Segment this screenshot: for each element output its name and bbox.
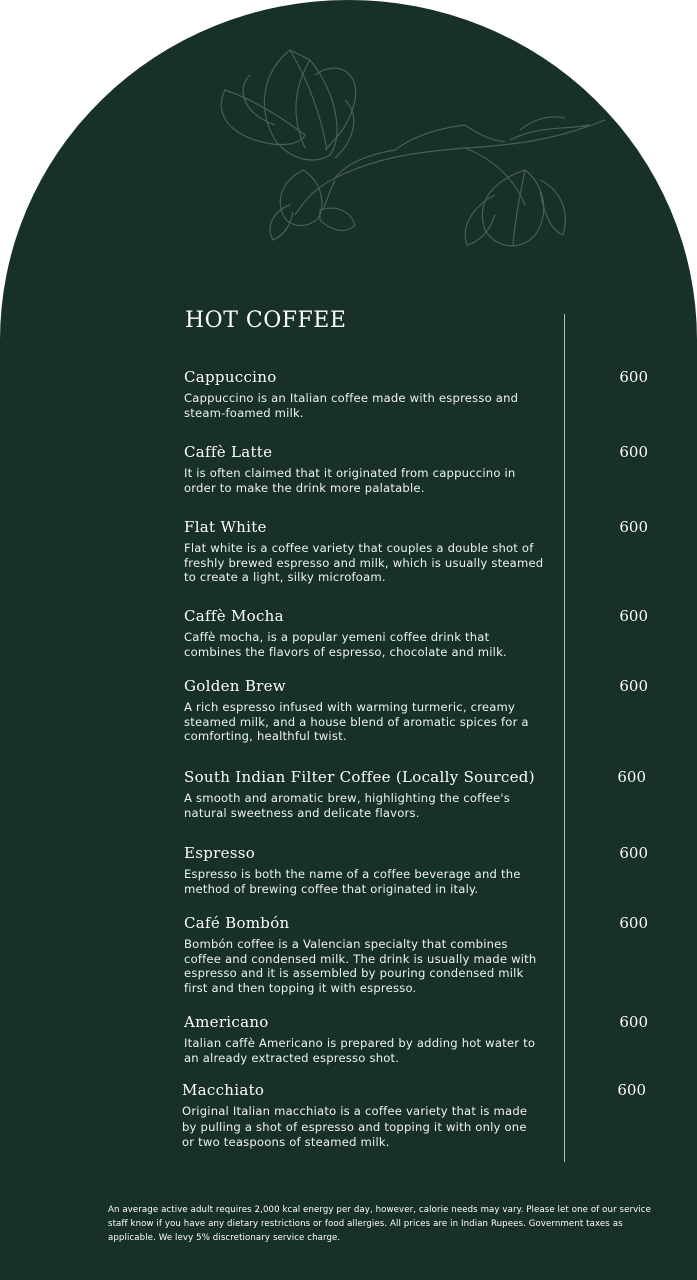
menu-item — [184, 914, 654, 995]
menu-item — [182, 1081, 652, 1151]
item-name: Macchiato — [182, 1081, 265, 1099]
menu-item — [184, 607, 654, 659]
item-description: Cappuccino is an Italian coffee made with espresso and steam-foamed milk. — [184, 391, 519, 420]
item-description: Italian caffè Americano is prepared by adding hot water to an already extracted espresso shot. — [184, 1036, 536, 1065]
menu-item — [184, 844, 654, 896]
item-description: Caffè mocha, is a popular yemeni coffee drink that combines the flavors of espresso, chocolate and milk. — [184, 630, 507, 659]
item-name: South Indian Filter Coffee (Locally Sourced) — [184, 768, 535, 786]
item-price: 600 — [619, 607, 648, 625]
footer-note: An average active adult requires 2,000 kcal energy per day, however, calorie needs may vary. Please let one of our service staff know if you have any dietary restrictions or food allergies. All prices are in Indian Rupees. Government taxes as applicable. We levy 5% discretionary service charge. — [108, 1205, 652, 1243]
item-name: Americano — [184, 1013, 269, 1031]
item-name: Espresso — [184, 844, 256, 862]
item-price: 600 — [619, 518, 648, 536]
item-price: 600 — [619, 914, 648, 932]
item-price: 600 — [619, 368, 648, 386]
item-name: Flat White — [184, 518, 267, 536]
menu-item — [184, 1013, 654, 1065]
item-price: 600 — [619, 443, 648, 461]
item-description: Bombón coffee is a Valencian specialty that combines coffee and condensed milk. The drink is usually made with espresso and it is assembled by pouring condensed milk first and then topping it with espresso. — [184, 937, 537, 995]
item-name: Caffè Mocha — [184, 607, 284, 625]
item-description: Espresso is both the name of a coffee beverage and the method of brewing coffee that originated in italy. — [184, 867, 521, 896]
menu-item — [184, 518, 654, 585]
item-price: 600 — [619, 844, 648, 862]
magnolia-branch-icon — [195, 30, 615, 260]
item-price: 600 — [617, 768, 646, 786]
item-name: Caffè Latte — [184, 443, 273, 461]
menu-item — [184, 768, 654, 820]
item-name: Golden Brew — [184, 677, 286, 695]
item-price: 600 — [619, 1013, 648, 1031]
menu-item — [184, 443, 654, 495]
item-description: A rich espresso infused with warming turmeric, creamy steamed milk, and a house blend of aromatic spices for a comforting, healthful twist. — [184, 700, 529, 744]
item-price: 600 — [617, 1081, 646, 1099]
item-description: Original Italian macchiato is a coffee variety that is made by pulling a shot of espresso and topping it with only one or two teaspoons of steamed milk. — [182, 1104, 528, 1149]
item-name: Cappuccino — [184, 368, 277, 386]
menu-item — [184, 677, 654, 744]
item-description: Flat white is a coffee variety that couples a double shot of freshly brewed espresso and milk, which is usually steamed to create a light, silky microfoam. — [184, 541, 544, 585]
page-title: HOT COFFEE — [185, 308, 347, 333]
item-description: It is often claimed that it originated from cappuccino in order to make the drink more palatable. — [184, 466, 516, 495]
menu-item — [184, 368, 654, 420]
item-price: 600 — [619, 677, 648, 695]
item-description: A smooth and aromatic brew, highlighting the coffee's natural sweetness and delicate flavors. — [184, 791, 511, 820]
item-name: Café Bombón — [184, 914, 290, 932]
